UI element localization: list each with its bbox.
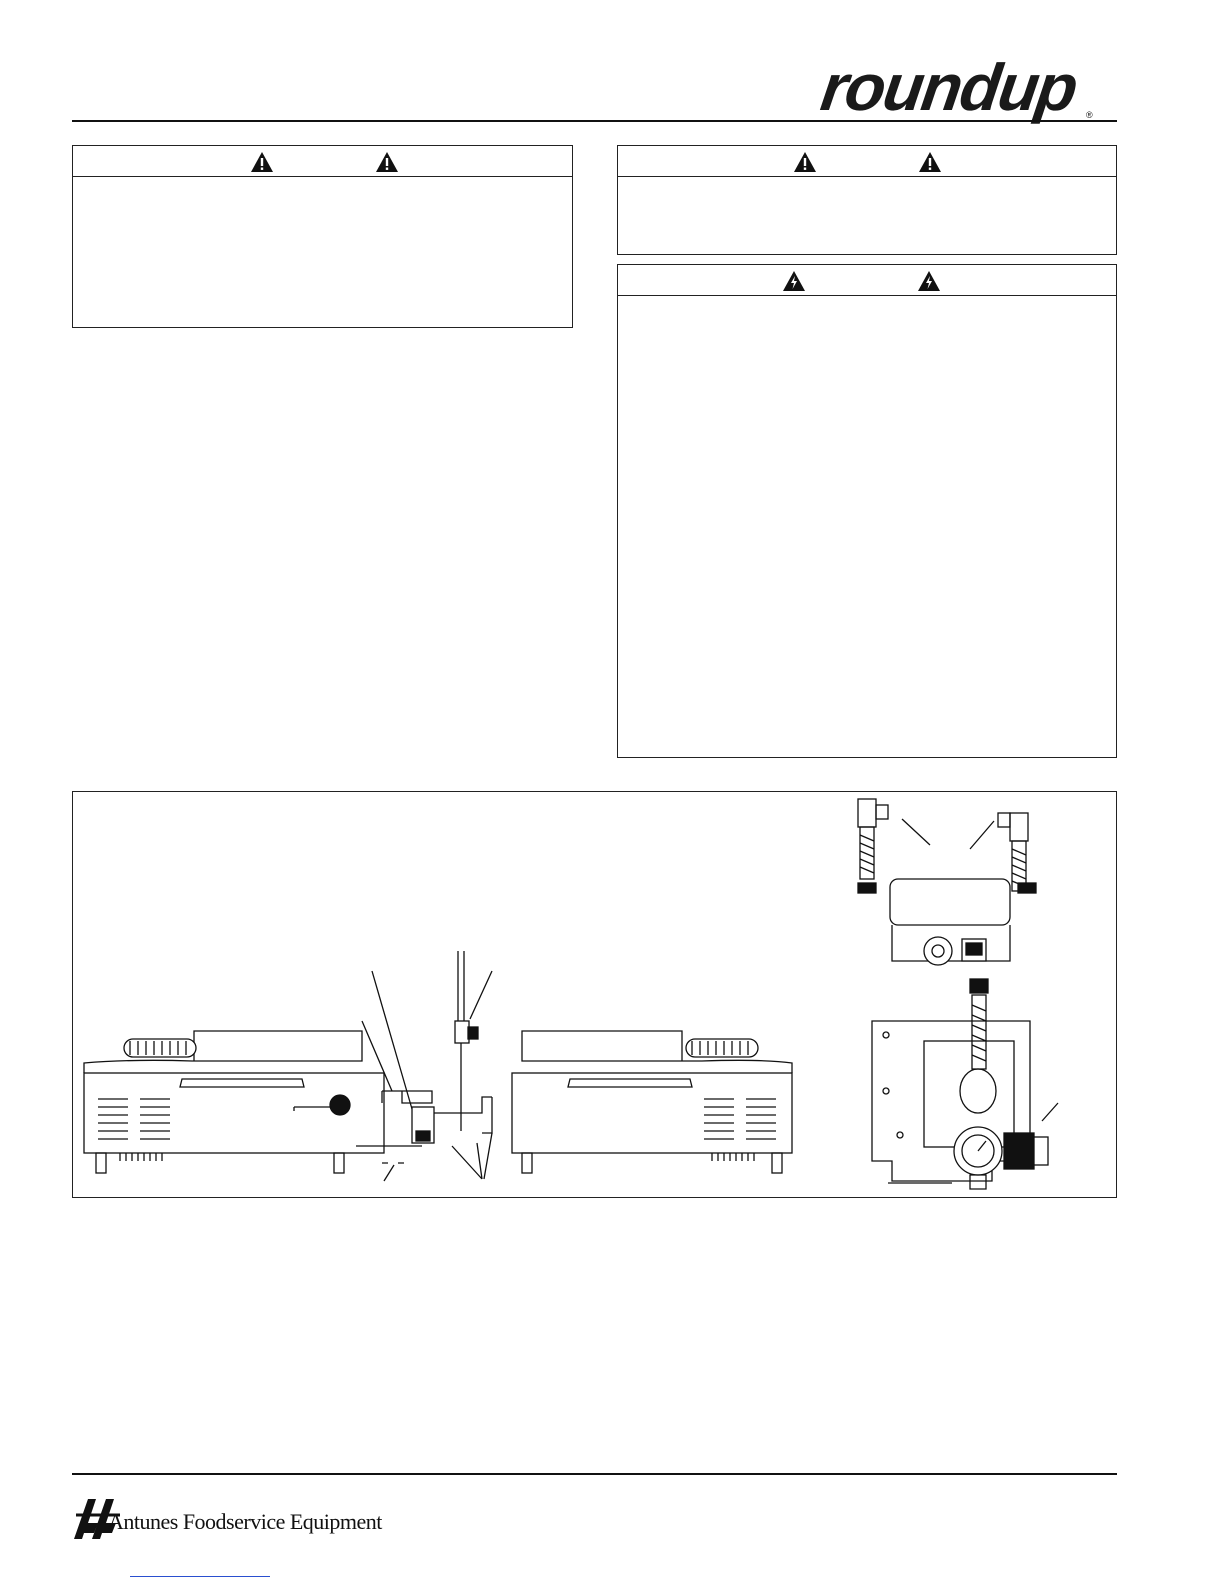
electrical-warning-box <box>617 264 1117 758</box>
warning-triangle-icon <box>375 151 399 173</box>
installation-diagram <box>72 791 1117 1198</box>
center-plumbing-drawing <box>356 951 492 1181</box>
header-rule <box>72 120 1117 122</box>
registered-mark: ® <box>1086 110 1093 120</box>
warning-box-right-top <box>617 145 1117 255</box>
electrical-hazard-icon <box>782 270 806 292</box>
roundup-logo: roundup <box>816 50 1081 124</box>
left-toaster-drawing <box>84 1031 384 1173</box>
right-toaster-drawing <box>512 1031 792 1173</box>
valve-detail-drawing <box>858 799 1036 993</box>
warning-triangle-icon <box>250 151 274 173</box>
company-name: Antunes Foodservice Equipment <box>108 1509 382 1534</box>
footer-rule <box>72 1473 1117 1475</box>
footer-link-underline[interactable] <box>130 1576 270 1577</box>
warning-triangle-icon <box>793 151 817 173</box>
regulator-detail-drawing <box>872 995 1058 1189</box>
warning-box-header <box>73 146 572 177</box>
warning-box-left <box>72 145 573 328</box>
installation-figure <box>72 791 1117 1198</box>
warning-box-header <box>618 265 1116 296</box>
warning-box-header <box>618 146 1116 177</box>
electrical-hazard-icon <box>917 270 941 292</box>
warning-triangle-icon <box>918 151 942 173</box>
